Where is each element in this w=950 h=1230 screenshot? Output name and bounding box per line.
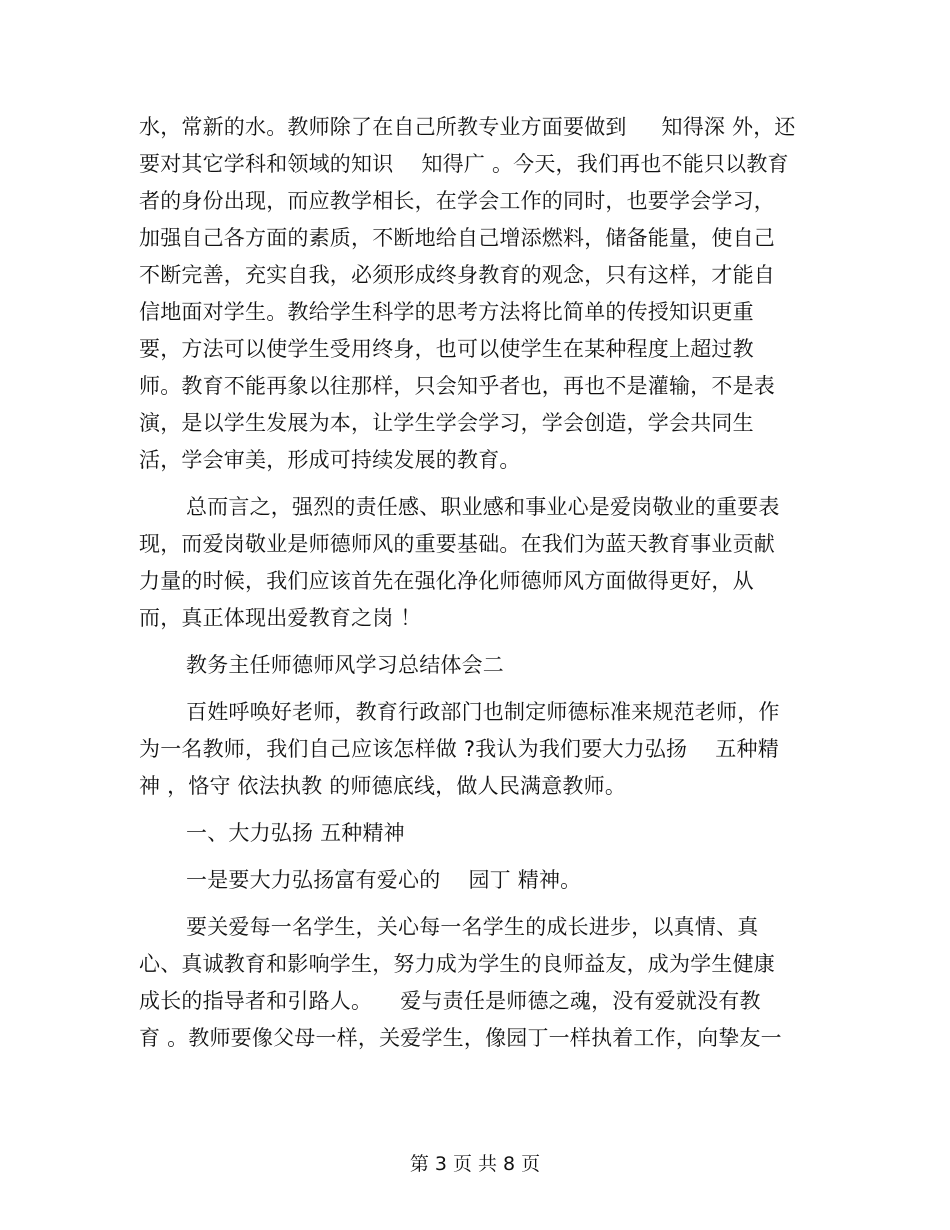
text-line: 力量的时候，我们应该首先在强化净化师德师风方面做得更好，从 (139, 569, 754, 593)
text-line: 信地面对学生。教给学生科学的思考方法将比简单的传授知识更重 (139, 300, 754, 324)
page-number-footer: 第 3 页 共 8 页 (409, 1153, 541, 1175)
text-line: 水，常新的水。教师除了在自己所教专业方面要做到 知得深 外，还 (139, 115, 796, 139)
text-line: 而，真正体现出爱教育之岗 ！ (139, 606, 422, 630)
section-heading: 教务主任师德师风学习总结体会二 (186, 653, 504, 677)
text-line: 者的身份出现，而应教学相长，在学会工作的同时，也要学会学习， (139, 189, 775, 213)
text-line: 演，是以学生发展为本，让学生学会学习，学会创造，学会共同生 (139, 411, 754, 435)
paragraph-first-line: 百姓呼唤好老师，教育行政部门也制定师德标准来规范老师，作 (186, 700, 780, 724)
text-line: 为一名教师，我们自己应该怎样做 ?我认为我们要大力弘扬 五种精 (139, 737, 779, 761)
text-line: 成长的指导者和引路人。 爱与责任是师德之魂，没有爱就没有教 (139, 989, 761, 1013)
text-line: 现，而爱岗敬业是师德师风的重要基础。在我们为蓝天教育事业贡献 (139, 532, 775, 556)
subheading: 一、大力弘扬 五种精神 (186, 821, 405, 845)
text-line: 不断完善，充实自我，必须形成终身教育的观念，只有这样，才能自 (139, 263, 775, 287)
text-line: 活，学会审美，形成可持续发展的教育。 (139, 448, 521, 472)
text-line: 加强自己各方面的素质，不断地给自己增添燃料，储备能量，使自己 (139, 226, 775, 250)
text-line: 要对其它学科和领域的知识 知得广 。今天，我们再也不能只以教育 (139, 152, 789, 176)
paragraph-first-line: 一是要大力弘扬富有爱心的 园丁 精神。 (186, 868, 582, 892)
text-line: 心、真诚教育和影响学生，努力成为学生的良师益友，成为学生健康 (139, 952, 775, 976)
text-line: 育 。教师要像父母一样，关爱学生，像园丁一样执着工作，向挚友一 (139, 1026, 782, 1050)
text-line: 神 ，恪守 依法执教 的师德底线，做人民满意教师。 (139, 774, 627, 798)
text-line: 要，方法可以使学生受用终身，也可以使学生在某种程度上超过教 (139, 337, 754, 361)
text-line: 师。教育不能再象以往那样，只会知乎者也，再也不是灌输，不是表 (139, 374, 775, 398)
paragraph-first-line: 总而言之，强烈的责任感、职业感和事业心是爱岗敬业的重要表 (186, 495, 780, 519)
paragraph-first-line: 要关爱每一名学生，关心每一名学生的成长进步，以真情、真 (186, 915, 759, 939)
